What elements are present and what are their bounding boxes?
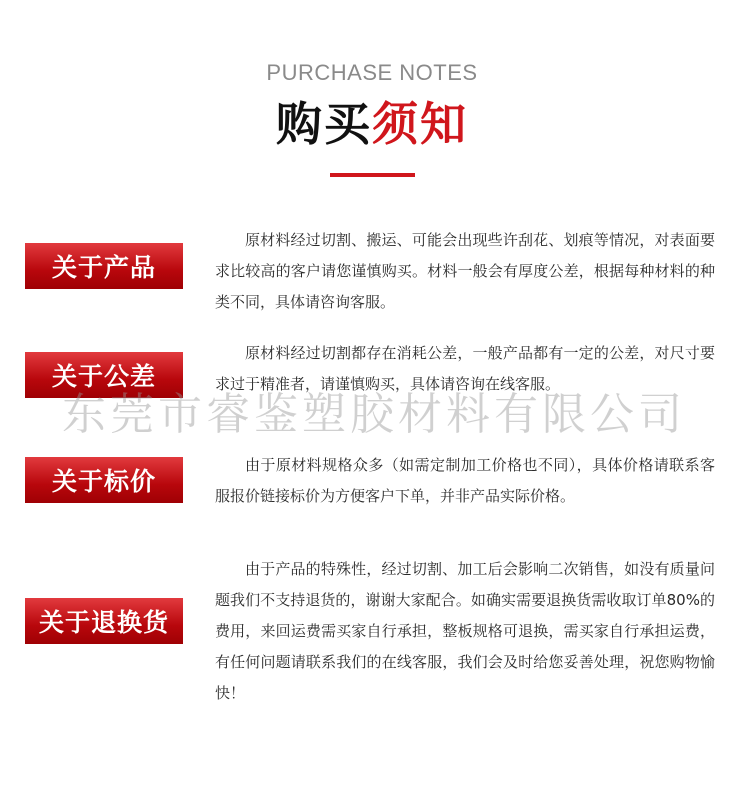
header-title-cn-red: 须知	[372, 97, 468, 151]
header-title-cn-black: 购买	[276, 97, 372, 151]
header-divider	[330, 173, 415, 177]
header-title-en: PURCHASE NOTES	[266, 60, 478, 85]
section-tag-product: 关于产品	[25, 243, 183, 289]
section-tag-returns: 关于退换货	[25, 598, 183, 644]
section-text-price: 由于原材料规格众多（如需定制加工价格也不同），具体价格请联系客服报价链接标价为方便客户下单，并非产品实际价格。	[215, 456, 715, 505]
section-text-product: 原材料经过切割、搬运、可能会出现些许刮花、划痕等情况，对表面要求比较高的客户请您谨慎购买。材料一般会有厚度公差，根据每种材料的种类不同，具体请咨询客服。	[215, 231, 715, 311]
company-watermark: 东莞市睿鉴塑胶材料有限公司	[62, 389, 686, 440]
section-tag-price: 关于标价	[25, 457, 183, 503]
header-title-cn	[0, 96, 744, 152]
section-tag-tolerance: 关于公差	[25, 352, 183, 398]
section-text-tolerance: 原材料经过切割都存在消耗公差，一般产品都有一定的公差，对尺寸要求过于精准者，请谨慎购买，具体请咨询在线客服。	[215, 344, 715, 393]
section-text-returns: 由于产品的特殊性，经过切割、加工后会影响二次销售，如没有质量问题我们不支持退货的，谢谢大家配合。如确实需要退换货需收取订单80%的费用，来回运费需买家自行承担，整板规格可退换，需买家自行承担运费，有任何问题请联系我们的在线客服，我们会及时给您妥善处理，祝您购物愉快！	[215, 560, 715, 702]
